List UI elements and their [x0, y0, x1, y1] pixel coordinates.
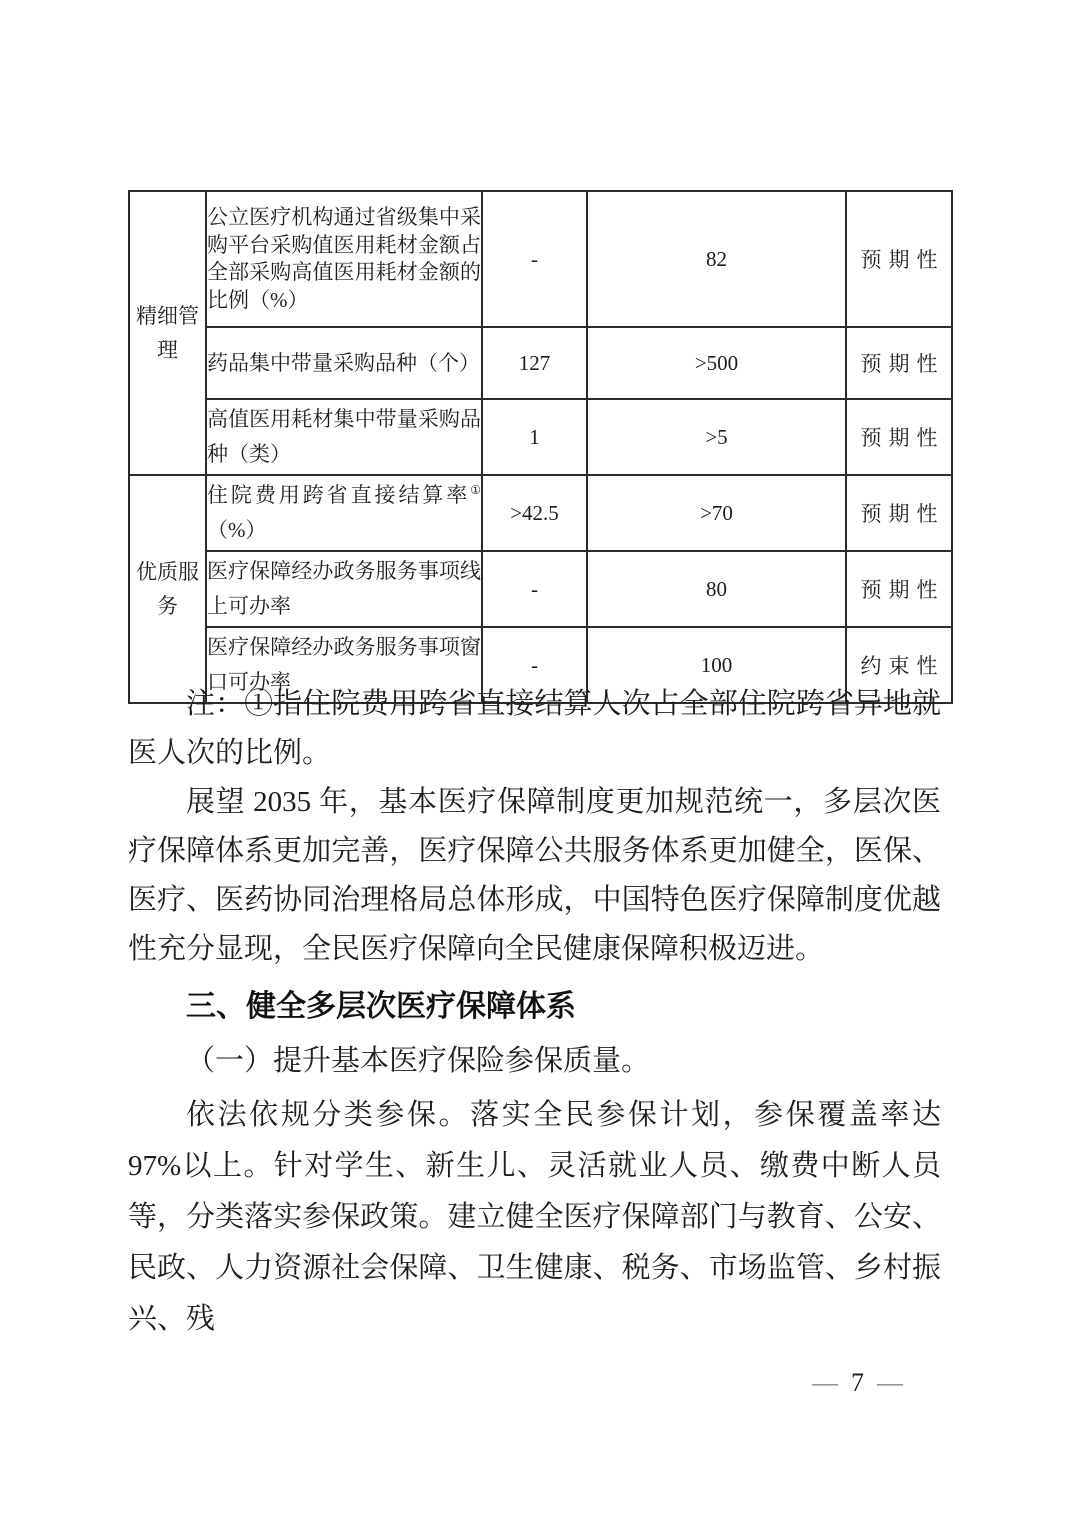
value-2020-cell: - — [482, 551, 587, 627]
indicator-cell: 住院费用跨省直接结算率①（%） — [206, 475, 482, 551]
attribute-cell: 预期性 — [846, 191, 952, 327]
page-number — [812, 1368, 903, 1398]
indicators-table-body — [129, 191, 952, 703]
attribute-cell: 预期性 — [846, 551, 952, 627]
page-number-left-dash: — — [812, 1368, 838, 1397]
value-2025-cell: 100 — [587, 627, 846, 703]
value-2025-cell: >500 — [587, 327, 846, 399]
group-label-cell: 精细管理 — [129, 191, 206, 475]
value-2025-cell: >70 — [587, 475, 846, 551]
paragraph-outlook-2035: 展望 2035 年，基本医疗保障制度更加规范统一，多层次医疗保障体系更加完善，医疗保障公共服务体系更加健全，医保、医疗、医药协同治理格局总体形成，中国特色医疗保障制度优越性充分显现，全民医疗保障向全民健康保障积极迈进。 — [128, 786, 941, 965]
page-number-right-dash: — — [877, 1368, 903, 1397]
attribute-cell: 预期性 — [846, 399, 952, 475]
paragraph-enrollment: 依法依规分类参保。落实全民参保计划，参保覆盖率达 97%以上。针对学生、新生儿、灵活就业人员、缴费中断人员等，分类落实参保政策。建立健全医疗保障部门与教育、公安、民政、人力资源社会保障、卫生健康、税务、市场监管、乡村振兴、残 — [128, 1099, 941, 1335]
value-2025-cell: >5 — [587, 399, 846, 475]
attribute-cell: 预期性 — [846, 475, 952, 551]
document-body — [128, 680, 941, 1345]
value-2025-cell: 82 — [587, 191, 846, 327]
value-2020-cell: 127 — [482, 327, 587, 399]
value-2020-cell: >42.5 — [482, 475, 587, 551]
footnote-marker: ① — [470, 483, 481, 497]
value-2020-cell: 1 — [482, 399, 587, 475]
group-label-cell: 优质服务 — [129, 475, 206, 703]
table-row — [129, 551, 952, 627]
attribute-cell: 预期性 — [846, 327, 952, 399]
indicators-table — [128, 190, 953, 704]
subsection-heading: （一）提升基本医疗保险参保质量。 — [186, 1045, 651, 1077]
table-row — [129, 327, 952, 399]
table-row — [129, 191, 952, 327]
indicator-cell: 医疗保障经办政务服务事项窗口可办率 — [206, 627, 482, 703]
section-heading: 三、健全多层次医疗保障体系 — [186, 989, 576, 1024]
indicator-cell: 药品集中带量采购品种（个） — [206, 327, 482, 399]
value-2020-cell: - — [482, 627, 587, 703]
attribute-cell: 约束性 — [846, 627, 952, 703]
indicator-cell: 公立医疗机构通过省级集中采购平台采购值医用耗材金额占全部采购高值医用耗材金额的比例（%） — [206, 191, 482, 327]
value-2025-cell: 80 — [587, 551, 846, 627]
page-number-value: 7 — [851, 1368, 864, 1397]
table-row — [129, 399, 952, 475]
footnote: 注：①指住院费用跨省直接结算人次占全部住院跨省异地就医人次的比例。 — [128, 688, 941, 769]
indicator-cell: 高值医用耗材集中带量采购品种（类） — [206, 399, 482, 475]
indicator-cell: 医疗保障经办政务服务事项线上可办率 — [206, 551, 482, 627]
value-2020-cell: - — [482, 191, 587, 327]
table-row — [129, 475, 952, 551]
